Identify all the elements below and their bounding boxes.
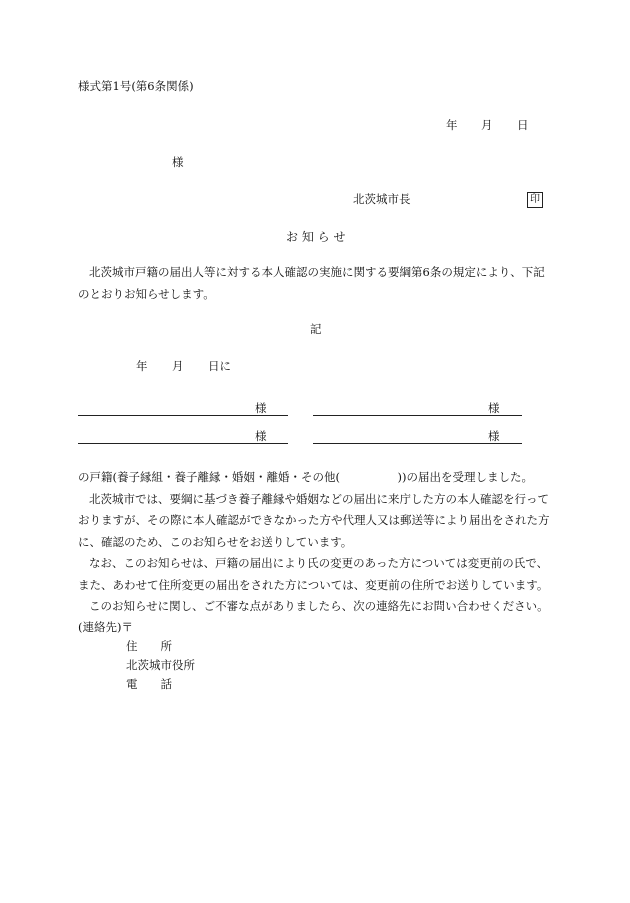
body-line-3: おりますが、その際に本人確認ができなかった方や代理人又は郵送等により届出をされた方 (78, 513, 550, 527)
name-honorific-left-2: 様 (255, 429, 267, 443)
body-line-2: 北茨城市では、要綱に基づき養子離縁や婚姻などの届出に来庁した方の本人確認を行って (89, 491, 549, 506)
contact-label: (連絡先)〒 (78, 620, 133, 634)
date-month-label: 月 (481, 118, 493, 132)
body-paragraph (78, 467, 556, 618)
intro-line-1: 北茨城市戸籍の届出人等に対する本人確認の実施に関する要綱第6条の規定により、下記 (89, 265, 545, 279)
body-line-1: の戸籍(養子縁組・養子離縁・婚姻・離婚・その他( ))の届出を受理しました。 (78, 470, 533, 484)
body-line-4: に、確認のため、このお知らせをお送りしています。 (78, 534, 353, 549)
date-day-label: 日 (517, 118, 529, 132)
seal-mark: 印 (527, 192, 543, 208)
recipient-honorific: 様 (172, 155, 184, 169)
issuer-name: 北茨城市長 (353, 192, 411, 206)
intro-paragraph (78, 262, 556, 305)
event-year-label: 年 (136, 359, 148, 373)
intro-line-2: のとおりお知らせします。 (78, 286, 215, 301)
event-month-label: 月 (172, 359, 184, 373)
body-line-5: なお、このお知らせは、戸籍の届出により氏の変更のあった方については変更前の氏で、 (89, 556, 549, 570)
body-line-7: このお知らせに関し、ご不審な点がありましたら、次の連絡先にお問い合わせください。 (89, 599, 549, 613)
date-year-label: 年 (446, 118, 458, 132)
name-honorific-left-1: 様 (255, 401, 267, 415)
body-line-6: また、あわせて住所変更の届出をされた方については、変更前の住所でお送りしています。 (78, 577, 549, 592)
contact-office: 北茨城市役所 (126, 658, 195, 672)
ki-heading: 記 (310, 322, 322, 336)
form-number: 様式第1号(第6条関係) (78, 79, 194, 93)
contact-address-label: 住 所 (126, 639, 172, 653)
event-day-label: 日に (208, 359, 231, 373)
contact-phone-label: 電 話 (126, 677, 172, 691)
notice-title: お 知 ら せ (286, 230, 346, 244)
name-honorific-right-1: 様 (488, 401, 500, 415)
name-honorific-right-2: 様 (488, 429, 500, 443)
